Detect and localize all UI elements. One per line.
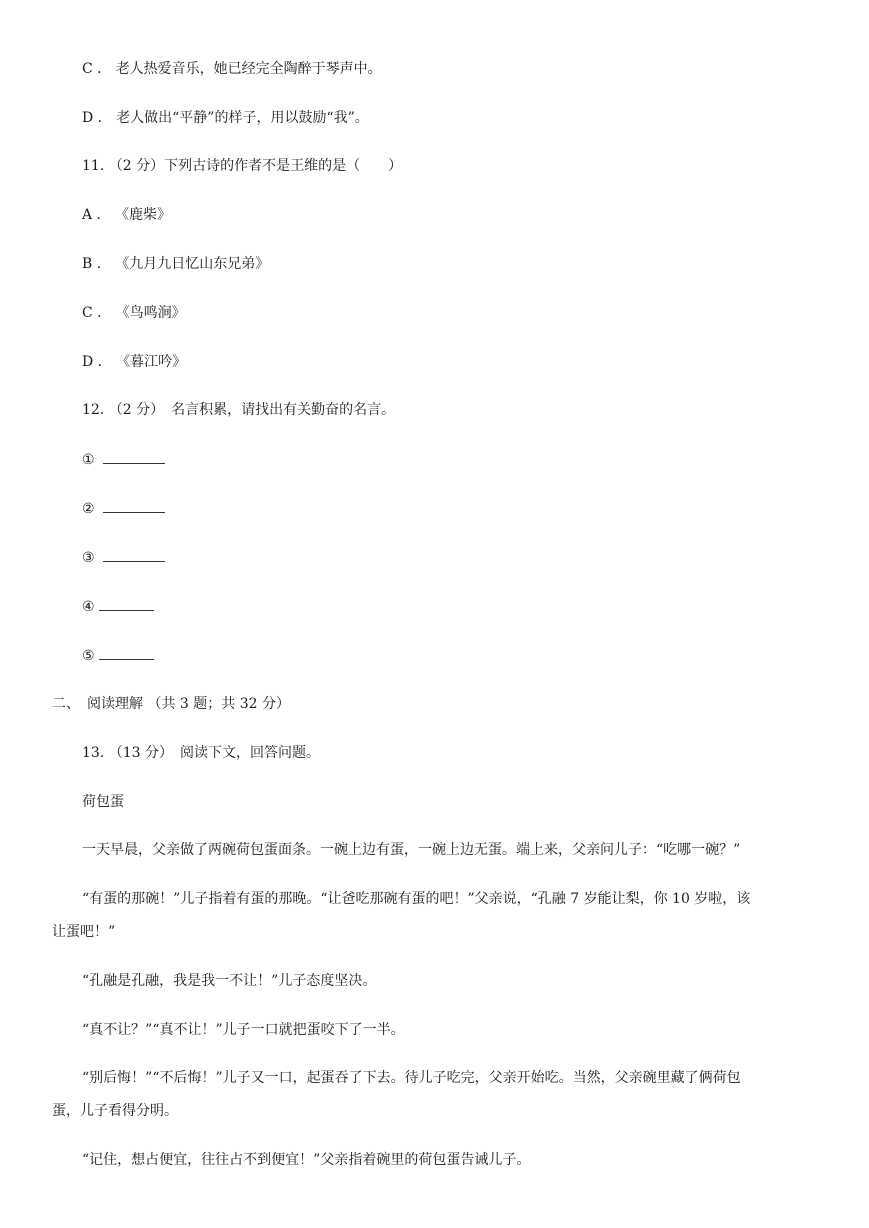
blank-marker: ④ (82, 599, 95, 615)
blank-marker: ② (82, 501, 100, 517)
passage-paragraph-continuation: 让蛋吧！” (52, 924, 116, 940)
passage-paragraph: “有蛋的那碗！”儿子指着有蛋的那晚。“让爸吃那碗有蛋的吧！”父亲说，“孔融 7 岁能让梨，你 10 岁啦，该 (82, 891, 751, 907)
blank-line[interactable] (103, 451, 165, 464)
answer-blank-3 (82, 548, 165, 568)
option-d: D ． 《暮江吟》 (82, 354, 187, 370)
blank-line[interactable] (99, 647, 154, 660)
passage-paragraph: “别后悔！”“不后悔！”儿子又一口，起蛋吞了下去。待儿子吃完，父亲开始吃。当然，父亲碗里藏了俩荷包 (82, 1070, 741, 1086)
option-d: D ． 老人做出“平静”的样子，用以鼓励“我”。 (82, 110, 369, 126)
passage-title: 荷包蛋 (82, 794, 124, 810)
question-stem: 11. （2 分）下列古诗的作者不是王维的是（ ） (82, 158, 403, 174)
answer-blank-1 (82, 450, 165, 470)
blank-line[interactable] (103, 500, 165, 513)
answer-blank-2 (82, 499, 165, 519)
option-b: B ． 《九月九日忆山东兄弟》 (82, 256, 270, 272)
passage-paragraph-continuation: 蛋，儿子看得分明。 (52, 1103, 178, 1119)
answer-blank-5 (82, 646, 154, 666)
blank-marker: ③ (82, 550, 100, 566)
blank-marker: ① (82, 452, 100, 468)
question-stem: 13. （13 分） 阅读下文，回答问题。 (82, 745, 320, 761)
section-heading: 二、 阅读理解 （共 3 题；共 32 分） (52, 696, 290, 712)
passage-paragraph: “真不让？”“真不让！”儿子一口就把蛋咬下了一半。 (82, 1022, 405, 1038)
passage-paragraph: “记住，想占便宜，往往占不到便宜！”父亲指着碗里的荷包蛋告诫儿子。 (82, 1152, 531, 1168)
question-stem: 12. （2 分） 名言积累，请找出有关勤奋的名言。 (82, 402, 396, 418)
blank-marker: ⑤ (82, 648, 95, 664)
answer-blank-4 (82, 597, 154, 617)
option-c: C ． 老人热爱音乐，她已经完全陶醉于琴声中。 (82, 61, 382, 77)
blank-line[interactable] (103, 549, 165, 562)
option-a: A ． 《鹿柴》 (82, 207, 172, 223)
passage-paragraph: 一天早晨，父亲做了两碗荷包蛋面条。一碗上边有蛋，一碗上边无蛋。端上来，父亲问儿子：“吃哪一碗？” (82, 842, 741, 858)
blank-line[interactable] (99, 598, 154, 611)
passage-paragraph: “孔融是孔融，我是我一不让！”儿子态度坚决。 (82, 973, 377, 989)
option-c: C ． 《鸟鸣涧》 (82, 305, 186, 321)
